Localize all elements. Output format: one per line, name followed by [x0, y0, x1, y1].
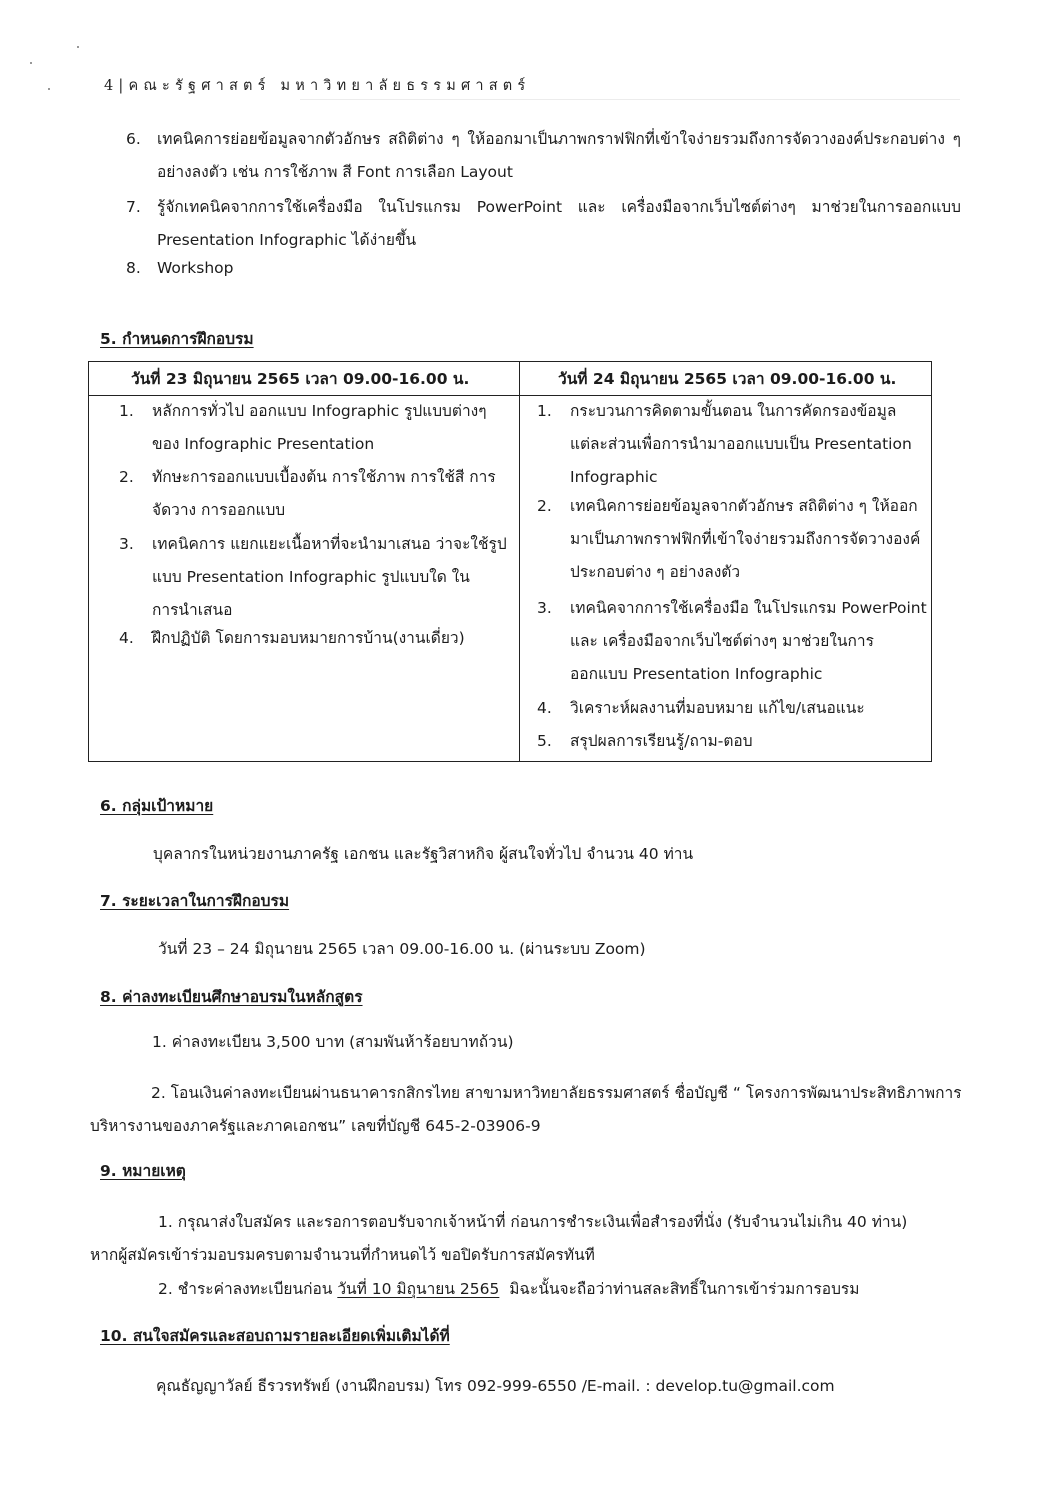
column-header-day1: วันที่ 23 มิถุนายน 2565 เวลา 09.00-16.00 น. — [131, 370, 470, 388]
page-header: 4|คณะรัฐศาสตร์ มหาวิทยาลัยธรรมศาสตร์ — [104, 78, 531, 94]
header-divider — [300, 99, 960, 100]
list-number: 7. — [126, 198, 141, 216]
schedule-item — [537, 490, 927, 589]
list-text: เทคนิคการย่อยข้อมูลจากตัวอักษร สถิติต่าง ๆ ให้ออกมาเป็นภาพกราฟฟิกที่เข้าใจง่ายรวมถึงการจัดวางองค์ประกอบต่าง ๆ อย่างลงตัว เช่น การใช้ภาพ สี Font การเลือก Layout — [157, 130, 961, 181]
list-text: Workshop — [157, 259, 234, 277]
schedule-item — [537, 692, 927, 725]
training-period-text: วันที่ 23 – 24 มิถุนายน 2565 เวลา 09.00-16.00 น. (ผ่านระบบ Zoom) — [158, 940, 646, 958]
scan-speck — [77, 46, 79, 48]
item-number: 3. — [537, 599, 552, 617]
bank-account-text: บริหารงานของภาครัฐและภาคเอกชน” เลขที่บัญชี 645-2-03906-9 — [90, 1117, 541, 1135]
schedule-item — [119, 461, 509, 527]
item-text: เทคนิคจากการใช้เครื่องมือ ในโปรแกรม PowerPoint และ เครื่องมือจากเว็บไซต์ต่างๆ มาช่วยในการออกแบบ Presentation Infographic — [570, 599, 927, 683]
item-text: วิเคราะห์ผลงานที่มอบหมาย แก้ไข/เสนอแนะ — [570, 699, 865, 717]
section-heading: 8. ค่าลงทะเบียนศึกษาอบรมในหลักสูตร — [100, 988, 363, 1006]
item-number: 3. — [119, 535, 134, 553]
item-number: 2. — [119, 468, 134, 486]
item-text: เทคนิคการย่อยข้อมูลจากตัวอักษร สถิติต่าง ๆ ให้ออกมาเป็นภาพกราฟฟิกที่เข้าใจง่ายรวมถึงการจัดวางองค์ประกอบต่าง ๆ อย่างลงตัว — [570, 497, 921, 581]
list-number: 6. — [126, 130, 141, 148]
schedule-item — [119, 622, 509, 655]
contact-text: คุณธัญญาวัลย์ ธีรวรทรัพย์ (งานฝึกอบรม) โทร 092-999-6550 /E-mail. : develop.tu@gmail.com — [156, 1377, 835, 1395]
item-text: สรุปผลการเรียนรู้/ถาม-ตอบ — [570, 732, 753, 750]
item-text: กระบวนการคิดตามขั้นตอน ในการคัดกรองข้อมูล แต่ละส่วนเพื่อการนำมาออกแบบเป็น Presentation Infographic — [570, 402, 912, 486]
item-text: ทักษะการออกแบบเบื้องต้น การใช้ภาพ การใช้สี การจัดวาง การออกแบบ — [152, 468, 496, 519]
schedule-item — [119, 528, 509, 627]
deadline-date: วันที่ 10 มิถุนายน 2565 — [337, 1280, 500, 1298]
list-text: รู้จักเทคนิคจากการใช้เครื่องมือ ในโปรแกรม PowerPoint และ เครื่องมือจากเว็บไซต์ต่างๆ มาช่วยในการออกแบบ Presentation Infographic ได้ง่ายขึ้น — [157, 198, 961, 249]
list-item — [126, 252, 961, 285]
schedule-item — [537, 592, 927, 691]
item-number: 4. — [119, 629, 134, 647]
list-item — [126, 191, 961, 257]
schedule-item — [119, 395, 509, 461]
item-number: 1. — [119, 402, 134, 420]
note-text: 2. ชำระค่าลงทะเบียนก่อน — [158, 1280, 338, 1298]
item-number: 5. — [537, 732, 552, 750]
scan-speck — [30, 62, 32, 64]
section-heading: 5. กำหนดการฝึกอบรม — [100, 330, 254, 348]
item-number: 1. — [537, 402, 552, 420]
list-item — [126, 123, 961, 189]
table-divider — [519, 362, 520, 761]
section-heading: 10. สนใจสมัครและสอบถามรายละเอียดเพิ่มเติมได้ที่ — [100, 1327, 450, 1345]
schedule-table — [88, 361, 932, 762]
item-text: หลักการทั่วไป ออกแบบ Infographic รูปแบบต่างๆ ของ Infographic Presentation — [152, 402, 487, 453]
target-group-text: บุคลากรในหน่วยงานภาครัฐ เอกชน และรัฐวิสาหกิจ ผู้สนใจทั่วไป จำนวน 40 ท่าน — [153, 845, 694, 863]
item-text: เทคนิคการ แยกแยะเนื้อหาที่จะนำมาเสนอ ว่าจะใช้รูปแบบ Presentation Infographic รูปแบบใด ในการนำเสนอ — [152, 535, 507, 619]
schedule-item — [537, 395, 927, 494]
note-text: 1. กรุณาส่งใบสมัคร และรอการตอบรับจากเจ้าหน้าที่ ก่อนการชำระเงินเพื่อสำรองที่นั่ง (รับจำนวนไม่เกิน 40 ท่าน) — [158, 1213, 908, 1231]
bank-transfer-text: 2. โอนเงินค่าลงทะเบียนผ่านธนาคารกสิกรไทย สาขามหาวิทยาลัยธรรมศาสตร์ ชื่อบัญชี “ โครงการพัฒนาประสิทธิภาพการ — [151, 1084, 962, 1102]
schedule-item — [537, 725, 927, 758]
item-text: ฝึกปฏิบัติ โดยการมอบหมายการบ้าน(งานเดี่ยว) — [152, 629, 465, 647]
column-header-day2: วันที่ 24 มิถุนายน 2565 เวลา 09.00-16.00 น. — [558, 370, 897, 388]
section-heading: 6. กลุ่มเป้าหมาย — [100, 797, 214, 815]
item-number: 4. — [537, 699, 552, 717]
item-number: 2. — [537, 497, 552, 515]
section-heading: 7. ระยะเวลาในการฝึกอบรม — [100, 892, 290, 910]
payment-deadline-text — [158, 1273, 859, 1306]
note-text: หากผู้สมัครเข้าร่วมอบรมครบตามจำนวนที่กำหนดไว้ ขอปิดรับการสมัครทันที — [90, 1246, 595, 1264]
section-heading: 9. หมายเหตุ — [100, 1162, 186, 1180]
fee-amount-text: 1. ค่าลงทะเบียน 3,500 บาท (สามพันห้าร้อยบาทถ้วน) — [152, 1033, 514, 1051]
note-text: มิฉะนั้นจะถือว่าท่านสละสิทธิ์ในการเข้าร่วมการอบรม — [499, 1280, 860, 1298]
scan-speck — [48, 88, 50, 90]
list-number: 8. — [126, 259, 141, 277]
